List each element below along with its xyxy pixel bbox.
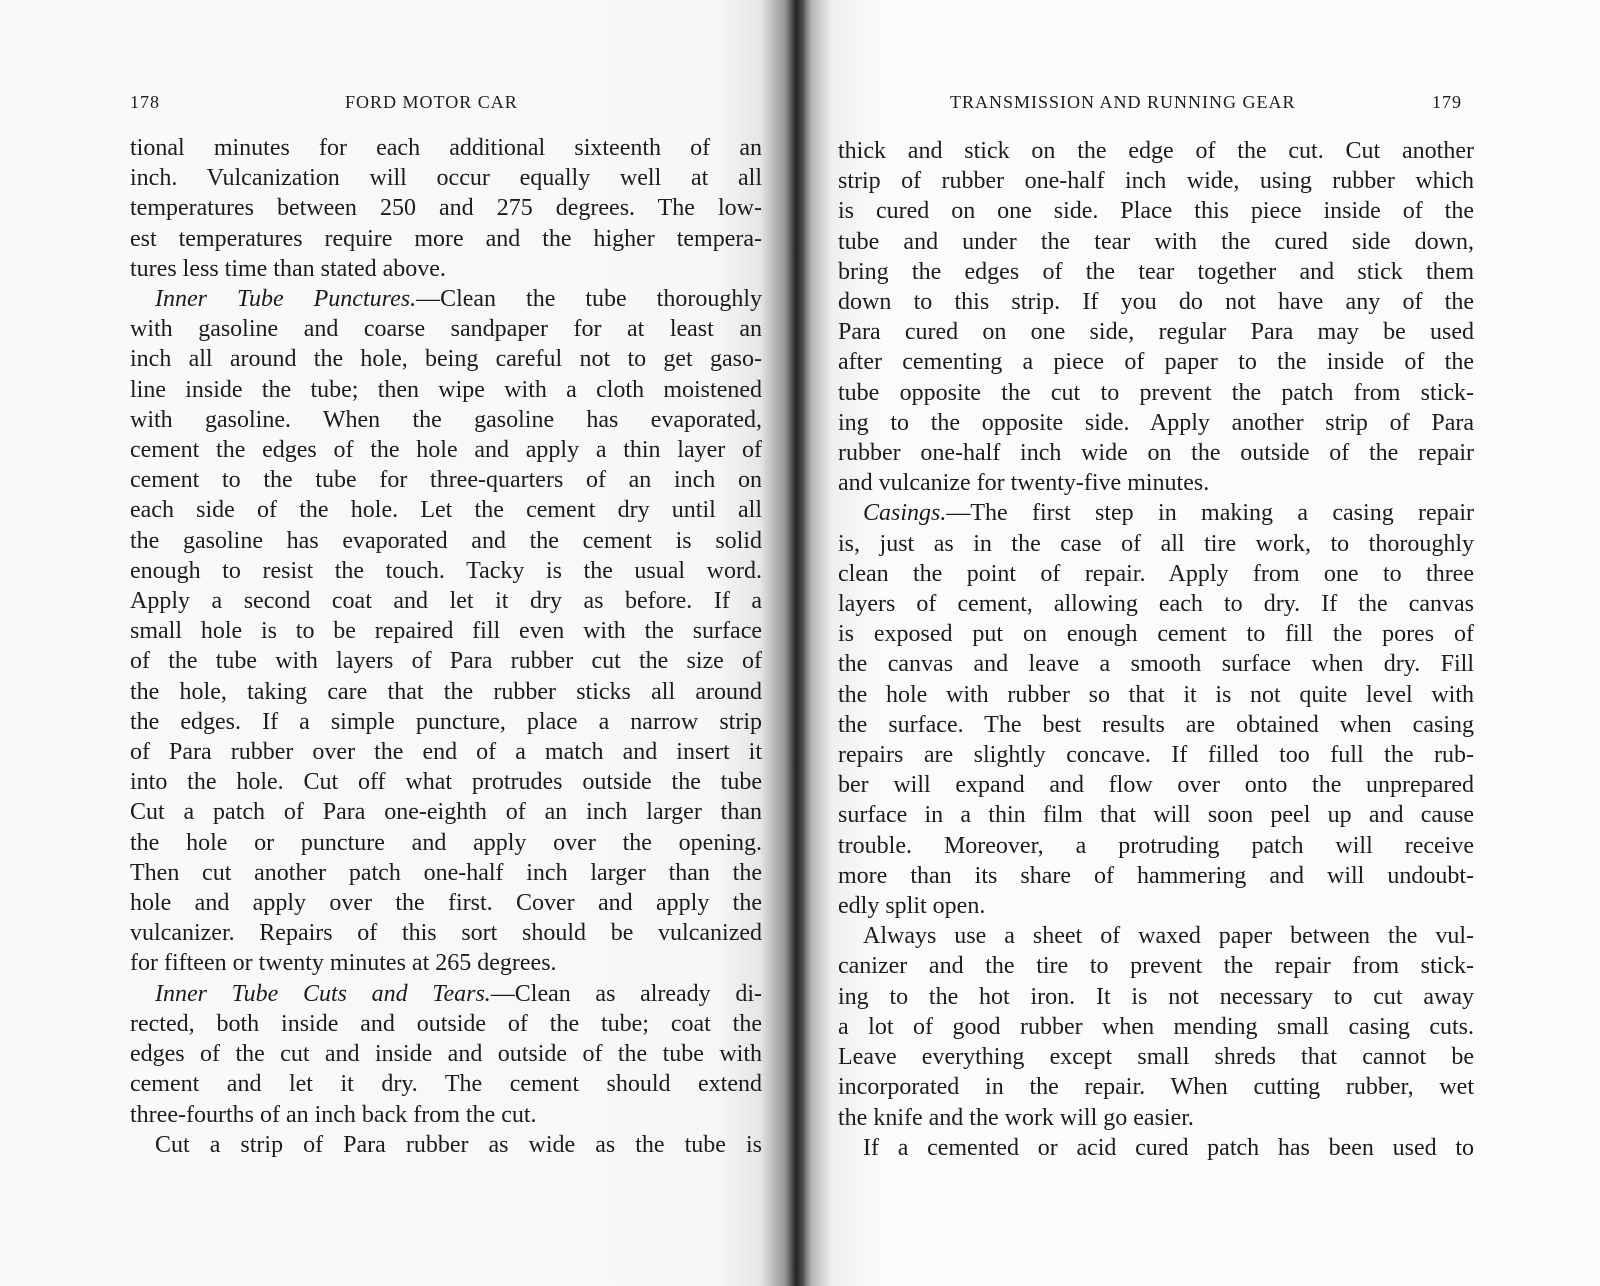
running-head: TRANSMISSION AND RUNNING GEAR [950,92,1296,112]
line-text: est temperatures require more and the higher tempera- [130,225,762,252]
line-text: thick and stick on the edge of the cut. Cut another [838,138,1474,164]
text-line [130,616,762,646]
line-text: is exposed put on enough cement to fill the pores of [838,621,1474,648]
line-text: the hole or puncture and apply over the opening. [130,829,762,856]
body-text [130,133,762,1160]
text-line [838,1042,1474,1072]
text-line [838,1103,1474,1133]
text-line [838,559,1474,589]
text-line [838,1012,1474,1042]
line-text: temperatures between 250 and 275 degrees. The low- [130,195,762,222]
text-line [838,740,1474,770]
line-text: down to this strip. If you do not have any of the [838,289,1474,316]
text-line [130,586,762,616]
text-line [838,438,1474,468]
line-text: cement and let it dry. The cement should extend [130,1071,762,1098]
text-line [130,163,762,193]
text-line [130,828,762,858]
text-line [130,677,762,707]
section-heading: Inner Tube Punctures. [155,286,417,313]
line-text: Then cut another patch one-half inch larger than the [130,859,762,886]
text-line [130,767,762,797]
text-line [838,680,1474,710]
line-text: Always use a sheet of waxed paper between the vul- [863,923,1474,950]
text-line [130,495,762,525]
right-page [800,0,1600,1286]
text-line [838,921,1474,951]
line-text: small hole is to be repaired fill even with the surface [130,618,762,645]
text-line [130,375,762,405]
line-text: —Clean the tube thoroughly [416,286,762,313]
text-line [130,284,762,314]
text-line [130,556,762,586]
text-line [838,619,1474,649]
line-text: tional minutes for each additional sixteenth of an [130,135,762,161]
line-text: —Clean as already di- [490,980,762,1007]
text-line [130,314,762,344]
text-line [838,408,1474,438]
text-line [838,770,1474,800]
text-line [838,710,1474,740]
line-text: Cut a patch of Para one-eighth of an inch larger than [130,799,762,826]
line-text: rected, both inside and outside of the tube; coat the [130,1010,762,1037]
line-text: inch all around the hole, being careful not to get gaso- [130,346,762,373]
line-text: more than its share of hammering and will undoubt- [838,862,1474,889]
text-line [838,800,1474,830]
line-text: inch. Vulcanization will occur equally well at all [130,165,762,192]
line-text: Apply a second coat and let it dry as before. If a [130,588,762,615]
section-heading: Inner Tube Cuts and Tears. [155,980,491,1007]
book-gutter [788,0,804,1286]
line-text: is, just as in the case of all tire work, to thoroughly [838,530,1474,557]
line-text: the knife and the work will go easier. [838,1104,1194,1131]
text-line [130,1039,762,1069]
text-line [130,888,762,918]
line-text: incorporated in the repair. When cutting rubber, wet [838,1074,1474,1101]
text-line [838,861,1474,891]
section-heading: Casings. [863,500,947,527]
line-text: tures less time than stated above. [130,255,446,282]
text-line [130,254,762,284]
text-line [130,1100,762,1130]
text-line [838,257,1474,287]
line-text: tube and under the tear with the cured side down, [838,228,1474,255]
line-text: layers of cement, allowing each to dry. If the canvas [838,591,1474,618]
line-text: edly split open. [838,893,986,920]
line-text: the edges. If a simple puncture, place a narrow strip [130,708,762,735]
line-text: hole and apply over the first. Cover and apply the [130,890,762,917]
line-text: —The first step in making a casing repair [946,500,1474,527]
line-text: is cured on one side. Place this piece inside of the [838,198,1474,225]
text-line [130,948,762,978]
text-line [130,979,762,1009]
text-line [838,1133,1474,1163]
line-text: rubber one-half inch wide on the outside of the repair [838,440,1474,467]
text-line [838,982,1474,1012]
text-line [838,649,1474,679]
text-line [130,193,762,223]
text-line [130,737,762,767]
line-text: vulcanizer. Repairs of this sort should be vulcanized [130,920,762,947]
text-line [130,707,762,737]
text-line [838,196,1474,226]
text-line [838,498,1474,528]
line-text: enough to resist the touch. Tacky is the usual word. [130,557,762,584]
text-line [838,468,1474,498]
text-line [838,831,1474,861]
text-line [838,287,1474,317]
page-number: 179 [1432,92,1462,112]
text-line [130,526,762,556]
text-line [130,797,762,827]
line-text: surface in a thin film that will soon peel up and cause [838,802,1474,829]
line-text: of the tube with layers of Para rubber cut the size of [130,648,762,675]
line-text: cement to the tube for three-quarters of an inch on [130,467,762,494]
text-line [838,378,1474,408]
line-text: Para cured on one side, regular Para may be used [838,319,1474,346]
text-line [838,891,1474,921]
text-line [130,224,762,254]
line-text: the hole, taking care that the rubber sticks all around [130,678,762,705]
body-text [838,136,1474,1163]
text-line [838,347,1474,377]
text-line [130,646,762,676]
line-text: If a cemented or acid cured patch has been used to [863,1134,1474,1161]
running-head: FORD MOTOR CAR [345,92,518,112]
text-line [130,858,762,888]
text-line [130,133,762,163]
line-text: bring the edges of the tear together and stick them [838,258,1474,285]
text-line [838,951,1474,981]
text-line [838,589,1474,619]
line-text: clean the point of repair. Apply from one to three [838,560,1474,587]
text-line [130,1130,762,1160]
text-line [838,529,1474,559]
line-text: with gasoline. When the gasoline has evaporated, [130,406,762,433]
line-text: trouble. Moreover, a protruding patch will receive [838,832,1474,859]
text-line [130,465,762,495]
text-line [130,435,762,465]
text-line [838,166,1474,196]
line-text: and vulcanize for twenty-five minutes. [838,470,1210,497]
text-line [130,405,762,435]
left-page [0,0,792,1286]
line-text: canizer and the tire to prevent the repair from stick- [838,953,1474,980]
line-text: edges of the cut and inside and outside of the tube with [130,1041,762,1068]
line-text: ing to the hot iron. It is not necessary to cut away [838,983,1474,1010]
text-line [838,317,1474,347]
line-text: three-fourths of an inch back from the cut. [130,1101,537,1128]
line-text: Cut a strip of Para rubber as wide as the tube is [155,1131,762,1158]
text-line [838,1072,1474,1102]
text-line [130,918,762,948]
line-text: after cementing a piece of paper to the inside of the [838,349,1474,376]
text-line [130,1009,762,1039]
line-text: the canvas and leave a smooth surface when dry. Fill [838,651,1474,678]
line-text: the surface. The best results are obtained when casing [838,711,1474,738]
line-text: with gasoline and coarse sandpaper for at least an [130,316,762,343]
text-line [838,136,1474,166]
line-text: line inside the tube; then wipe with a cloth moistened [130,376,762,403]
line-text: cement the edges of the hole and apply a thin layer of [130,437,762,464]
text-line [130,1069,762,1099]
text-line [838,227,1474,257]
line-text: into the hole. Cut off what protrudes outside the tube [130,769,762,796]
page-number: 178 [130,92,160,112]
line-text: the hole with rubber so that it is not quite level with [838,681,1474,708]
line-text: ing to the opposite side. Apply another strip of Para [838,409,1474,436]
line-text: for fifteen or twenty minutes at 265 degrees. [130,950,557,977]
line-text: a lot of good rubber when mending small casing cuts. [838,1013,1474,1040]
line-text: repairs are slightly concave. If filled too full the rub- [838,742,1474,769]
line-text: the gasoline has evaporated and the cement is solid [130,527,762,554]
line-text: each side of the hole. Let the cement dry until all [130,497,762,524]
line-text: tube opposite the cut to prevent the patch from stick- [838,379,1474,406]
line-text: ber will expand and flow over onto the unprepared [838,772,1474,799]
text-line [130,344,762,374]
line-text: strip of rubber one-half inch wide, using rubber which [838,168,1474,195]
line-text: of Para rubber over the end of a match and insert it [130,739,762,766]
line-text: Leave everything except small shreds that cannot be [838,1044,1474,1071]
